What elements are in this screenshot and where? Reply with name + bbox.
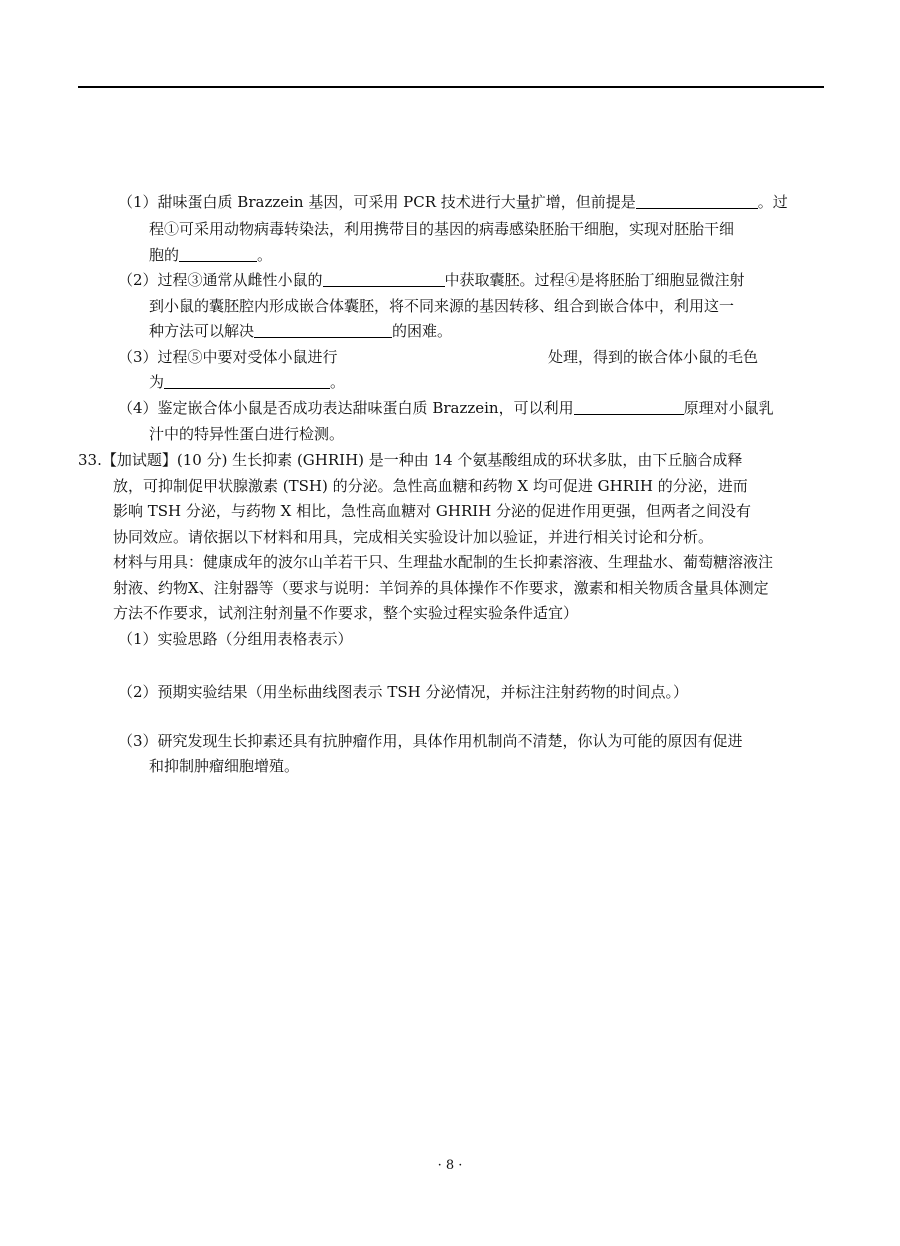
q33-subquestion-1: （1）实验思路（分组用表格表示） xyxy=(118,630,353,648)
q33-stem-line1: 33.【加试题】(10 分) 生长抑素 (GHRIH) 是一种由 14 个氨基酸组成的环状多肽，由下丘脑合成释 xyxy=(78,451,743,469)
header-rule xyxy=(78,86,824,88)
q32-part3-line1a: （3）过程⑤中要对受体小鼠进行 xyxy=(118,348,338,366)
q32-part2-line2: 到小鼠的囊胚腔内形成嵌合体囊胚，将不同来源的基因转移、组合到嵌合体中，利用这一 xyxy=(149,297,735,315)
q32-part4-text: 原理对小鼠乳 xyxy=(683,399,774,417)
q32-part1-text: 胞的 xyxy=(149,246,180,264)
q33-materials-line3: 方法不作要求，试剂注射剂量不作要求，整个实验过程实验条件适宜） xyxy=(113,604,579,622)
q32-part3-blank[interactable] xyxy=(164,373,330,389)
q32-part2-text: 中获取囊胚。过程④是将胚胎丁细胞显微注射 xyxy=(444,271,745,289)
page-number: · 8 · xyxy=(437,1158,463,1173)
q32-part4-line2: 汁中的特异性蛋白进行检测。 xyxy=(149,425,345,443)
q32-part2-text: （2）过程③通常从雌性小鼠的 xyxy=(118,271,323,289)
q32-part4-line1 xyxy=(118,398,774,418)
q33-materials-line1: 材料与用具：健康成年的波尔山羊若干只、生理盐水配制的生长抑素溶液、生理盐水、葡萄糖溶液注 xyxy=(113,553,774,571)
q33-subquestion-3-line2: 和抑制肿瘤细胞增殖。 xyxy=(149,757,300,775)
q32-part1-line3 xyxy=(149,245,272,265)
q32-part2-text: 种方法可以解决 xyxy=(149,322,255,340)
q32-part2-line3 xyxy=(149,321,452,341)
q32-part1-text: 。过 xyxy=(757,193,788,211)
q33-stem-line3: 影响 TSH 分泌，与药物 X 相比，急性高血糖对 GHRIH 分泌的促进作用更强，但两者之间没有 xyxy=(113,502,752,520)
q32-part3-text: 。 xyxy=(330,373,346,391)
q33-subquestion-2: （2）预期实验结果（用坐标曲线图表示 TSH 分泌情况，并标注注射药物的时间点。） xyxy=(118,683,688,701)
q32-part1-blank2[interactable] xyxy=(179,246,257,262)
q33-subquestion-3-line1: （3）研究发现生长抑素还具有抗肿瘤作用，具体作用机制尚不清楚，你认为可能的原因有促进 xyxy=(118,732,743,750)
q32-part1-line1 xyxy=(118,192,788,212)
q32-part1-text: 。 xyxy=(257,246,273,264)
q32-part2-text: 的困难。 xyxy=(392,322,453,340)
q32-part1-text: （1）甜味蛋白质 Brazzein 基因，可采用 PCR 技术进行大量扩增，但前提是 xyxy=(118,193,636,211)
q32-part4-blank[interactable] xyxy=(574,399,684,415)
q32-part2-blank1[interactable] xyxy=(323,271,445,287)
q33-stem-line2: 放，可抑制促甲状腺激素 (TSH) 的分泌。急性高血糖和药物 X 均可促进 GHRIH 的分泌，进而 xyxy=(113,477,748,495)
q33-materials-line2: 射液、约物X、注射器等（要求与说明：羊饲养的具体操作不作要求，激素和相关物质含量具体测定 xyxy=(113,579,769,597)
q32-part1-blank1[interactable] xyxy=(636,193,758,209)
q32-part4-text: （4）鉴定嵌合体小鼠是否成功表达甜味蛋白质 Brazzein，可以利用 xyxy=(118,399,574,417)
q32-part3-line1b: 处理，得到的嵌合体小鼠的毛色 xyxy=(548,348,759,366)
q32-part3-text: 为 xyxy=(149,373,165,391)
q33-stem-line4: 协同效应。请依据以下材料和用具，完成相关实验设计加以验证，并进行相关讨论和分析。 xyxy=(113,528,714,546)
q32-part3-line2 xyxy=(149,372,345,392)
q32-part2-line1 xyxy=(118,270,745,290)
q32-part1-line2: 程①可采用动物病毒转染法，利用携带目的基因的病毒感染胚胎干细胞，实现对胚胎干细 xyxy=(149,220,735,238)
q32-part2-blank2[interactable] xyxy=(254,322,392,338)
